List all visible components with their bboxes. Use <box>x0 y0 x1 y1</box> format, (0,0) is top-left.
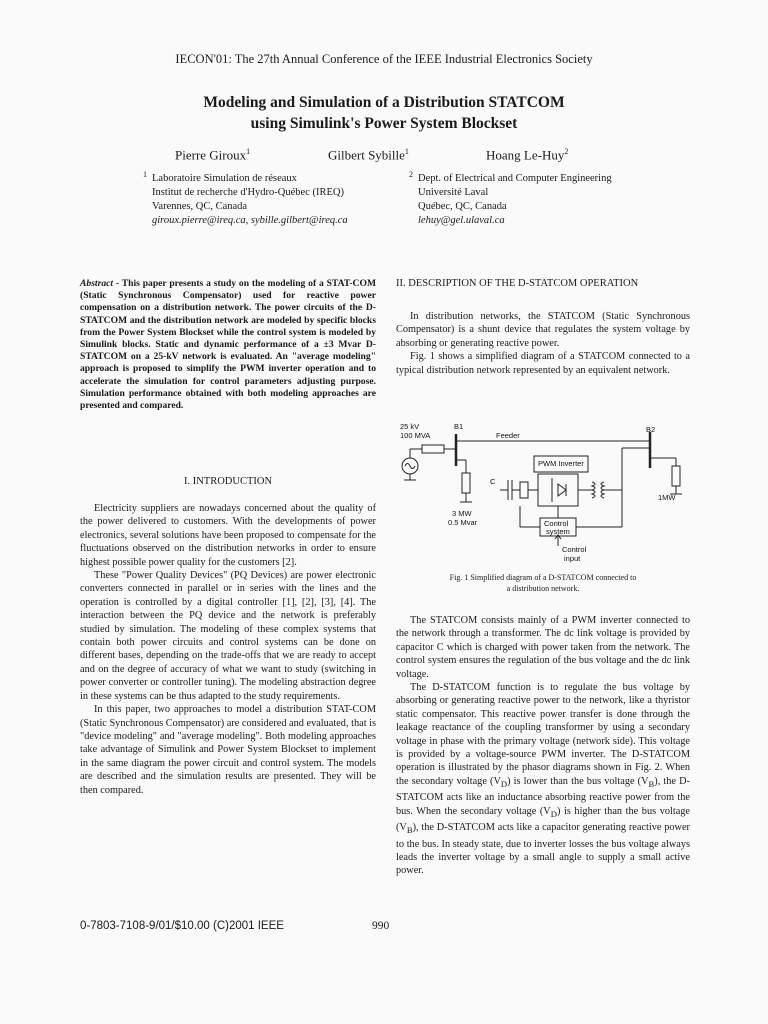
section2-paragraph-2: Fig. 1 shows a simplified diagram of a STATCOM connected to a typical distribution network represented by an equivalent network. <box>396 351 690 376</box>
label-b1: B1 <box>454 422 464 431</box>
intro-paragraph-1: Electricity suppliers are nowadays concerned about the quality of the power delivered to customers. With the developments of power electronics, several solutions have been proposed to compensate for the fluctuations observed on the distribution networks in order to ensure highest possible power quality for the customers [2]. <box>80 503 376 568</box>
paper-title <box>0 92 768 134</box>
author-2: Gilbert Sybille$^1$ <box>328 147 409 163</box>
label-pwm-inverter: PWM Inverter <box>538 459 584 468</box>
label-capacitor: C <box>490 477 496 486</box>
section2-paragraph-3: The STATCOM consists mainly of a PWM inverter connected to the network through a transformer. The dc link voltage is provided by capacitor C which is charged with power taken from the network. The control system ensures the regulation of the bus voltage and the dc link voltage. <box>396 615 690 680</box>
section2-paragraph-4: The D-STATCOM function is to regulate the bus voltage by absorbing or generating reactive power to the network, like a thyristor static compensator. This reactive power transfer is done through the leakage reactance of the coupling transformer by using a secondary voltage in phase with the primary voltage (network side). This voltage is provided by a voltage-source PWM inverter. The D-STATCOM operation is illustrated by the phasor diagrams shown in Fig. 2. When the secondary voltage $(V_D)$ is lower than the bus voltage $(V_B)$, the D-STATCOM acts like an inductance absorbing reactive power from the bus. When the secondary voltage $(V_D)$ is higher than the bus voltage $(V_B)$, the D-STATCOM acts like a capacitor generating reactive power to the bus. In steady state, due to inverter losses the bus voltage always leads the inverter voltage by a small angle to supply a small active power. <box>396 682 690 877</box>
title-line-1: Modeling and Simulation of a Distribution STATCOM <box>203 94 565 111</box>
load-1mw <box>672 466 680 486</box>
abstract-text: - This paper presents a study on the modeling of a STAT-COM (Static Synchronous Compensator) used for reactive power compensation on a distribution network. The power circuits of the D-STATCOM and the distribution network are modeled by specific blocks from the Power System Blockset while the control system is modeled by Simulink blocks. Static and dynamic performance of a ±3 Mvar D-STATCOM on a 25-kV network is evaluated. An "average modeling" approach is proposed to simplify the PWM inverter operation and to accelerate the simulation for control parameters adjusting purpose. Simulation performance obtained with both modeling approaches are presented and compared. <box>80 278 376 412</box>
title-line-2: using Simulink's Power System Blockset <box>250 115 518 132</box>
label-feeder: Feeder <box>496 431 520 440</box>
label-b2: B2 <box>646 425 656 434</box>
section2-intro <box>396 310 690 377</box>
label-load1-mvar: 0.5 Mvar <box>448 518 478 527</box>
section-heading-dstatcom: II. DESCRIPTION OF THE D-STATCOM OPERATION <box>396 278 639 289</box>
label-control-line2: system <box>546 527 570 536</box>
footer-isbn: 0-7803-7108-9/01/$10.00 (C)2001 IEEE <box>80 920 284 932</box>
source-rating-voltage: 25 kV <box>400 422 420 431</box>
author-1: Pierre Giroux$^1$ <box>175 147 251 163</box>
intro-paragraph-3: In this paper, two approaches to model a distribution STAT-COM (Static Synchronous Compensator) are considered and evaluated, that is "device modeling" and "average modeling". Both modeling approaches take advantage of Simulink and Power System Blockset to implement in the same diagram the power circuit and control system. The models are described and the simulation results are presented. They will be then compared. <box>80 704 376 796</box>
load-3mw <box>462 473 470 493</box>
abstract <box>80 278 376 412</box>
affiliation-1-email: giroux.pierre@ireq.ca, sybille.gilbert@ireq.ca <box>152 215 348 226</box>
source-rating-mva: 100 MVA <box>400 431 431 440</box>
section2-paragraph-1: In distribution networks, the STATCOM (Static Synchronous Compensator) is a shunt device that regulates the system voltage by absorbing or generating reactive power. <box>396 311 690 349</box>
page-number: 990 <box>372 920 390 932</box>
section2-body <box>396 614 690 878</box>
label-control-input-line1: Control <box>562 545 587 554</box>
affiliation-2-email: lehuy@gel.ulaval.ca <box>418 215 505 226</box>
label-load1-mw: 3 MW <box>452 509 472 518</box>
affiliation-1: 1 Laboratoire Simulation de réseaux Institut de recherche d'Hydro-Québec (IREQ) Varennes, QC, Canada giroux.pierre@ireq.ca, sybille.gilbert@ireq.ca <box>143 170 348 226</box>
abstract-lead: Abstract <box>80 278 114 289</box>
label-load2: 1MW <box>658 493 676 502</box>
section-heading-introduction: I. INTRODUCTION <box>183 476 273 487</box>
affiliation-2: 2 Dept. of Electrical and Computer Engineering Université Laval Québec, QC, Canada lehuy@gel.ulaval.ca <box>409 170 612 226</box>
source-impedance <box>422 445 444 453</box>
author-3: Hoang Le-Huy$^2$ <box>486 147 569 163</box>
figure-caption: Fig. 1 Simplified diagram of a D-STATCOM connected to a distribution network. <box>449 573 637 593</box>
label-control-input-line2: input <box>564 554 581 563</box>
conference-header: IECON'01: The 27th Annual Conference of the IEEE Industrial Electronics Society <box>175 52 593 66</box>
introduction-body <box>80 502 376 797</box>
label-control-line1: Control <box>544 519 569 528</box>
dstatcom-diagram <box>396 418 690 568</box>
intro-paragraph-2: These "Power Quality Devices" (PQ Devices) are power electronic converters connected in parallel or in series with the lines and the operation is controlled by a digital controller [1], [2], [3], [4]. The interaction between the PQ device and the network is preferably studied by simulation. The modeling of these complex systems that contain both power circuits and control systems can be done on different bases, depending on the trade-offs that we are ready to accept and on the degree of accuracy of what we want to study (switching in power converter or controller tuning). The modeling abstraction degree in these systems can be thus adapted to the study requirements. <box>80 570 376 702</box>
